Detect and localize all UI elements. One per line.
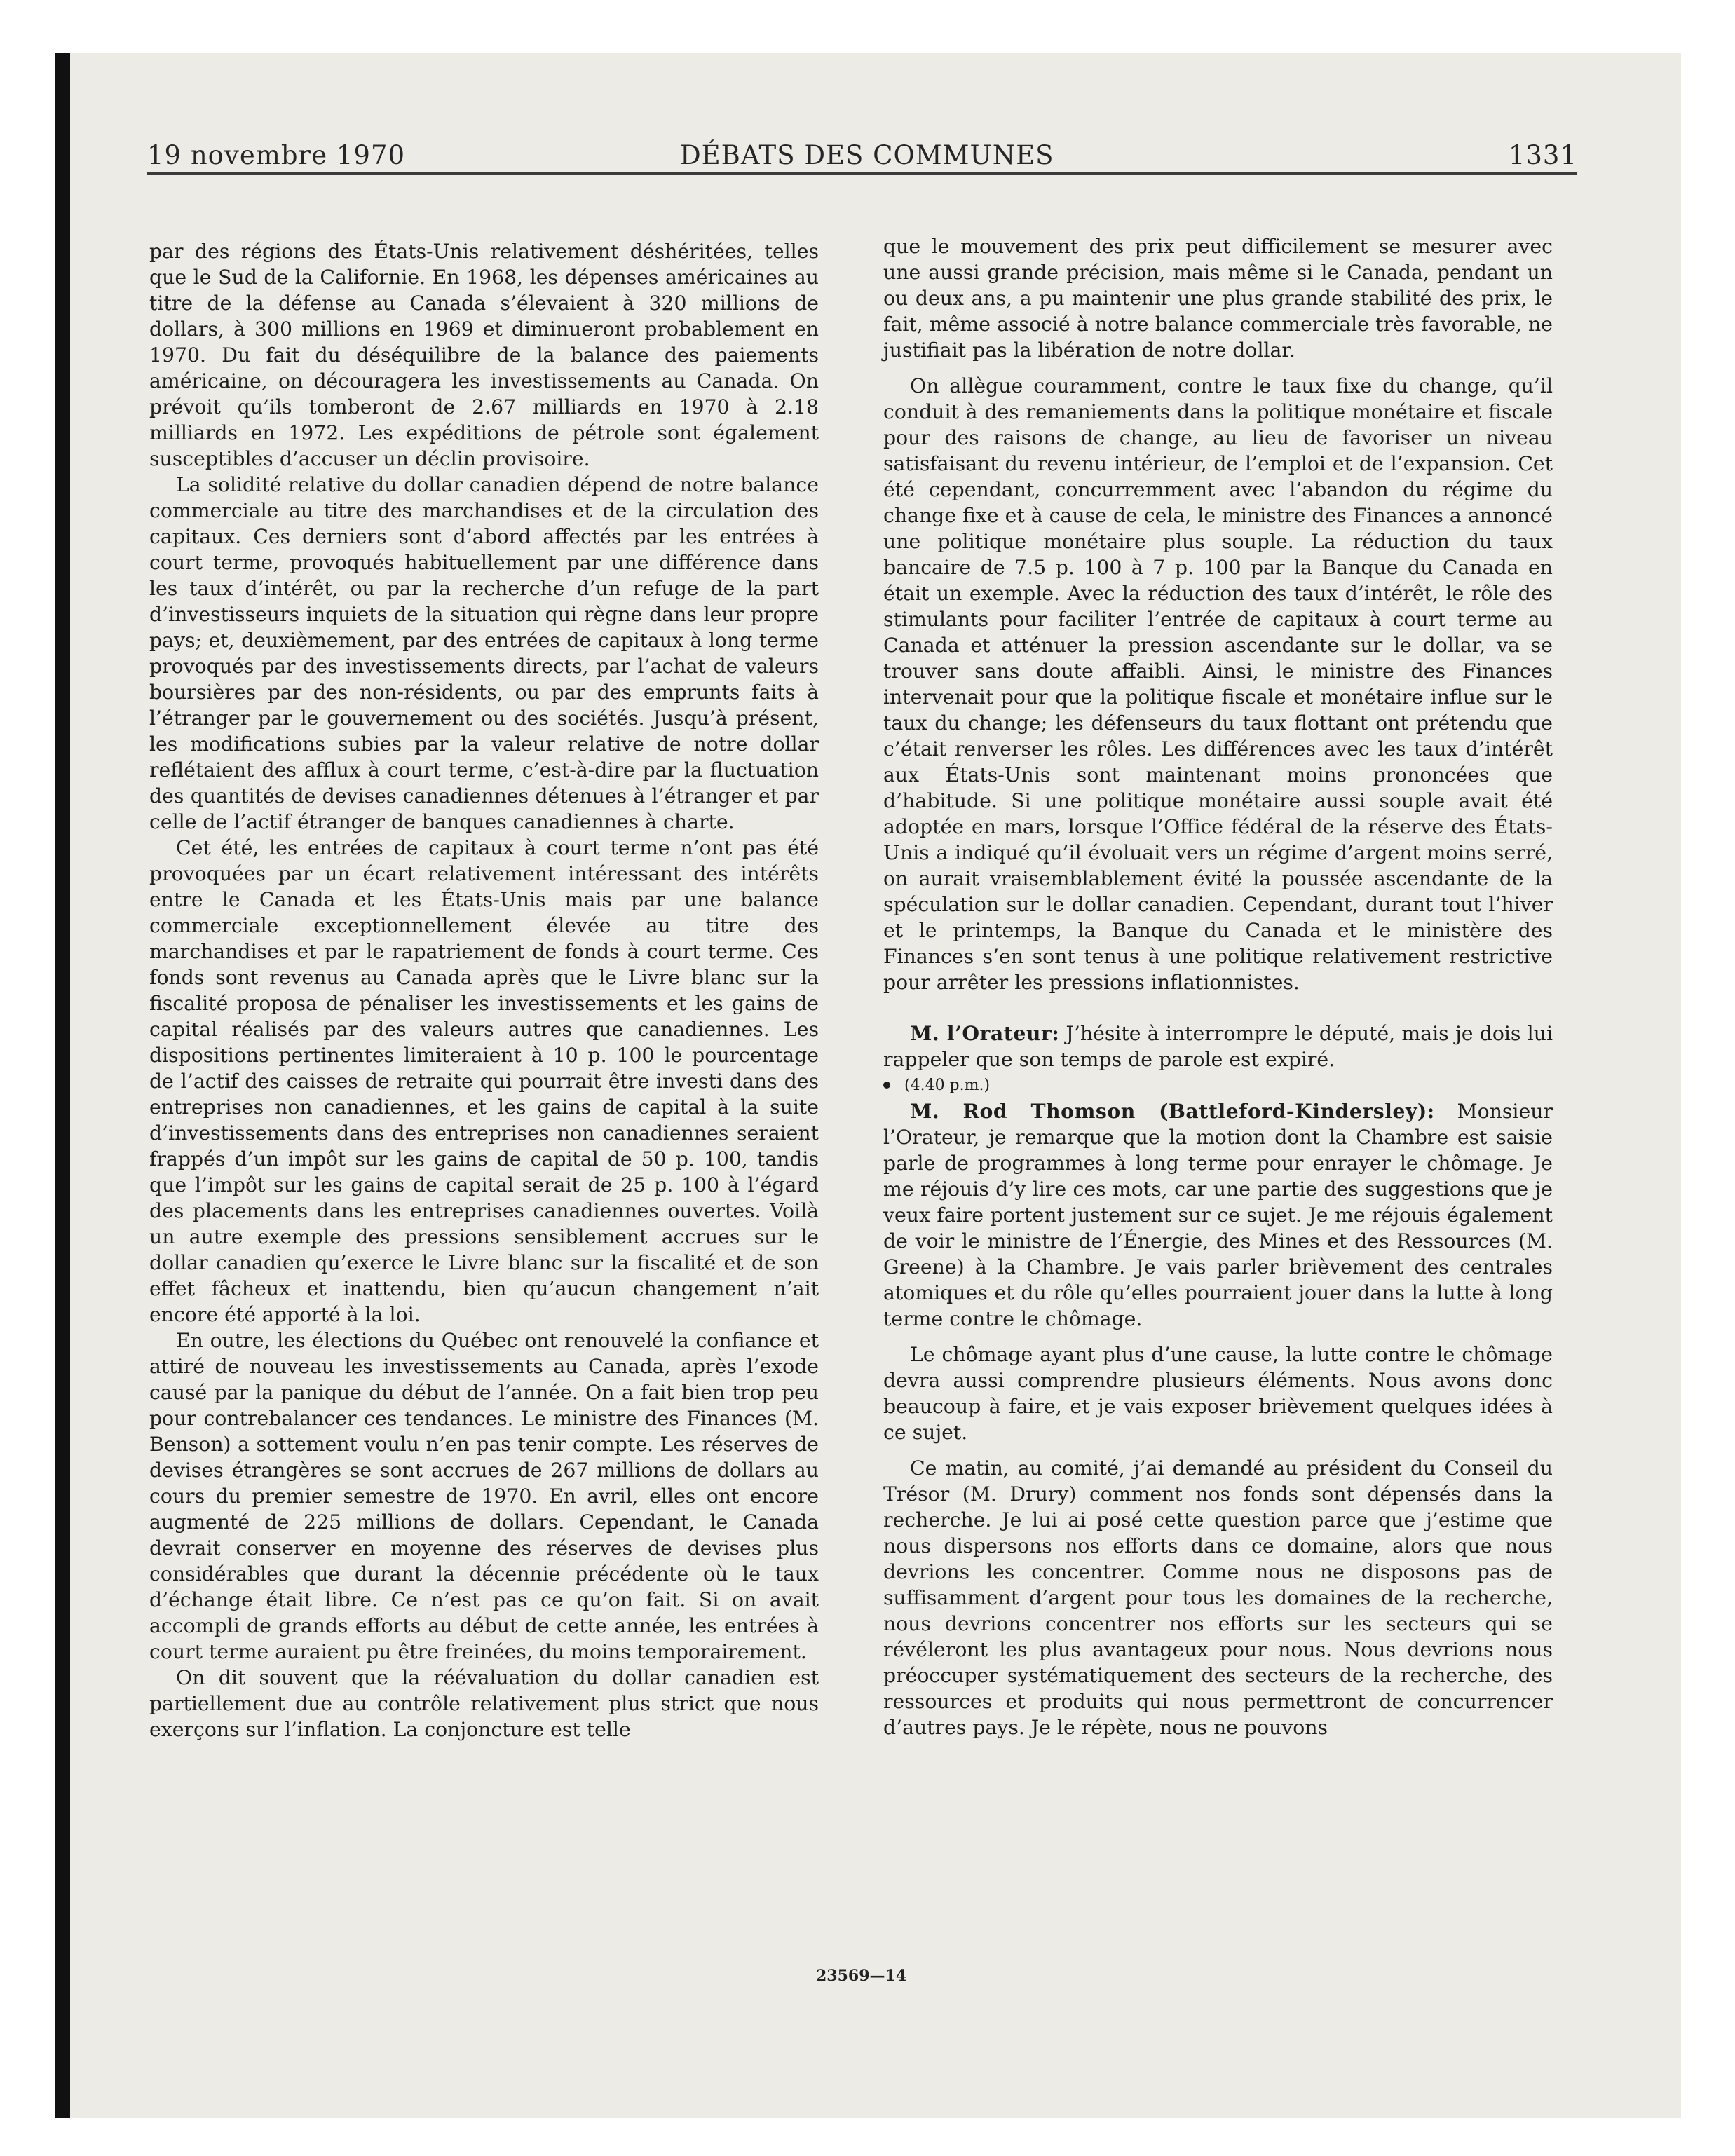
speaker-name: M. l’Orateur: — [910, 1021, 1060, 1045]
paragraph: On dit souvent que la réévaluation du dollar canadien est partiellement due au contrôle relativement plus strict que nous exerçons sur l’inflation. La conjoncture est telle — [149, 1666, 819, 1741]
paragraph: Cet été, les entrées de capitaux à court terme n’ont pas été provoquées par un écart relativement intéressant des intérêts entre le Canada et les États-Unis mais par une balance commerciale exceptionnellement élevée au titre des marchandises et par le rapatriement de fonds à court terme. Ces fonds sont revenus au Canada après que le Livre blanc sur la fiscalité proposa de pénaliser les investissements et les gains de capital réalisés par des valeurs autres que canadiennes. Les dispositions pertinentes limiteraient à 10 p. 100 le pourcentage de l’actif des caisses de retraite qui pourrait être investi dans des entreprises non canadiennes, et les gains de capital à la suite d’investissements dans des entreprises non canadiennes seraient frappés d’un impôt sur les gains de capital de 50 p. 100, tandis que l’impôt sur les gains de capital serait de 25 p. 100 à l’égard des placements dans les entreprises canadiennes ouvertes. Voilà un autre exemple des pressions sensiblement accrues sur le dollar canadien qu’exerce le Livre blanc sur la fiscalité et de son effet fâcheux et inattendu, bien qu’aucun changement n’ait encore été apporté à la loi. — [149, 836, 819, 1326]
paragraph: par des régions des États-Unis relativement déshéritées, telles que le Sud de la Californie. En 1968, les dépenses américaines au titre de la défense au Canada s’élevaient à 320 millions de dollars, à 300 millions en 1969 et diminueront probablement en 1970. Du fait du déséquilibre de la balance des paiements américaine, on découragera les investissements au Canada. On prévoit qu’ils tomberont de 2.67 milliards en 1970 à 2.18 milliards en 1972. Les expéditions de pétrole sont également susceptibles d’accuser un déclin provisoire. — [149, 240, 819, 470]
speech-text: Monsieur l’Orateur, je remarque que la motion dont la Chambre est saisie parle de programmes à long terme pour enrayer le chômage. Je me réjouis d’y lire ces mots, car une partie des suggestions que je veux faire portent justement sur ce sujet. Je me réjouis également de voir le ministre de l’Énergie, des Mines et des Ressources (M. Greene) à la Chambre. Je vais parler brièvement des centrales atomiques et du rôle qu’elles pourraient jouer dans la lutte à long terme contre le chômage. — [883, 1100, 1553, 1330]
footer-code: 23569—14 — [816, 1967, 907, 1985]
speaker-paragraph — [883, 1021, 1553, 1072]
header-rule — [147, 172, 1577, 175]
time-stamp — [883, 1072, 1553, 1098]
paragraph: En outre, les élections du Québec ont renouvelé la confiance et attiré de nouveau les investissements au Canada, après l’exode causé par la panique du début de l’année. On a fait bien trop peu pour contrebalancer ces tendances. Le ministre des Finances (M. Benson) a sottement voulu n’en pas tenir compte. Les réserves de devises étrangères se sont accrues de 267 millions de dollars au cours du premier semestre de 1970. En avril, elles ont encore augmenté de 225 millions de dollars. Cependant, le Canada devrait conserver en moyenne des réserves de devises plus considérables que durant la décennie précédente où le taux d’échange était libre. Ce n’est pas ce qu’on fait. Si on avait accompli de grands efforts au début de cette année, les entrées à court terme auraient pu être freinées, du moins temporairement. — [149, 1329, 819, 1663]
speaker-paragraph — [883, 1098, 1553, 1332]
paragraph: Ce matin, au comité, j’ai demandé au président du Conseil du Trésor (M. Drury) comment nos fonds sont dépensés dans la recherche. Je lui ai posé cette question parce que j’estime que nous dispersons nos efforts dans ce domaine, alors que nous devrions les concentrer. Comme nous ne disposons pas de suffisamment d’argent pour tous les domaines de la recherche, nous devrions concentrer nos efforts sur les secteurs qui se révéleront les plus avantageux pour nous. Nous devrions nous préoccuper systématiquement des secteurs de la recherche, des ressources et produits qui nous permettront de concurrencer d’autres pays. Je le répète, nous ne pouvons — [883, 1456, 1553, 1739]
paragraph: Le chômage ayant plus d’une cause, la lutte contre le chômage devra aussi comprendre plusieurs éléments. Nous avons donc beaucoup à faire, et je vais exposer brièvement quelques idées à ce sujet. — [883, 1343, 1553, 1444]
speech-text: J’hésite à interrompre le député, mais je dois lui rappeler que son temps de parole est expiré. — [883, 1022, 1553, 1071]
paragraph: que le mouvement des prix peut difficilement se mesurer avec une aussi grande précision, mais même si le Canada, pendant un ou deux ans, a pu maintenir une plus grande stabilité des prix, le fait, même associé à notre balance commerciale très favorable, ne justifiait pas la libération de notre dollar. — [883, 235, 1553, 362]
page-number: 1331 — [1508, 140, 1577, 170]
scan-margin — [55, 2118, 1681, 2156]
header-date: 19 novembre 1970 — [147, 140, 406, 170]
left-column — [149, 238, 819, 1742]
paragraph: On allègue couramment, contre le taux fixe du change, qu’il conduit à des remaniements dans la politique monétaire et fiscale pour des raisons de change, au lieu de favoriser un niveau satisfaisant du revenu intérieur, de l’emploi et de l’expansion. Cet été cependant, concurremment avec l’abandon du régime du change fixe et à cause de cela, le ministre des Finances a annoncé une politique monétaire plus souple. La réduction du taux bancaire de 7.5 p. 100 à 7 p. 100 par la Banque du Canada en était un exemple. Avec la réduction des taux d’intérêt, le rôle des stimulants pour faciliter l’entrée de capitaux à court terme au Canada et atténuer la pression ascendante sur le dollar, va se trouver sans doute affaibli. Ainsi, le ministre des Finances intervenait pour que la politique fiscale et monétaire influe sur le taux du change; les défenseurs du taux flottant ont prétendu que c’était renverser les rôles. Les différences avec les taux d’intérêt aux États-Unis sont maintenant moins prononcées que d’habitude. Si une politique monétaire aussi souple avait été adoptée en mars, lorsque l’Office fédéral de la réserve des États-Unis a indiqué qu’il évoluait vers un régime d’argent moins serré, on aurait vraisemblablement évité la poussée ascendante de la spéculation sur le dollar canadien. Cependant, durant tout l’hiver et le printemps, la Banque du Canada et le ministère des Finances s’en sont tenus à une politique relativement restrictive pour arrêter les pressions inflationnistes. — [883, 374, 1553, 994]
page-header — [147, 140, 1577, 172]
bullet-icon — [883, 1082, 890, 1089]
header-title: DÉBATS DES COMMUNES — [680, 140, 1054, 170]
paragraph: La solidité relative du dollar canadien dépend de notre balance commerciale au titre des marchandises et de la circulation des capitaux. Ces derniers sont d’abord affectés par les entrées à court terme, provoqués habituellement par une différence dans les taux d’intérêt, ou par la recherche d’un refuge de la part d’investisseurs inquiets de la situation qui règne dans leur propre pays; et, deuxièmement, par des entrées de capitaux à long terme provoqués par des investissements directs, par l’achat de valeurs boursières par des non-résidents, ou par des emprunts faits à l’étranger par le gouvernement ou des sociétés. Jusqu’à présent, les modifications subies par la valeur relative de notre dollar reflétaient des afflux à court terme, c’est-à-dire par la fluctuation des quantités de devises canadiennes détenues à l’étranger et par celle de l’actif étranger de banques canadiennes à charte. — [149, 473, 819, 833]
scan-edge — [55, 53, 70, 2122]
time-text: (4.40 p.m.) — [904, 1077, 991, 1094]
right-column — [883, 233, 1553, 1740]
speaker-name: M. Rod Thomson (Battleford-Kindersley): — [910, 1099, 1435, 1123]
